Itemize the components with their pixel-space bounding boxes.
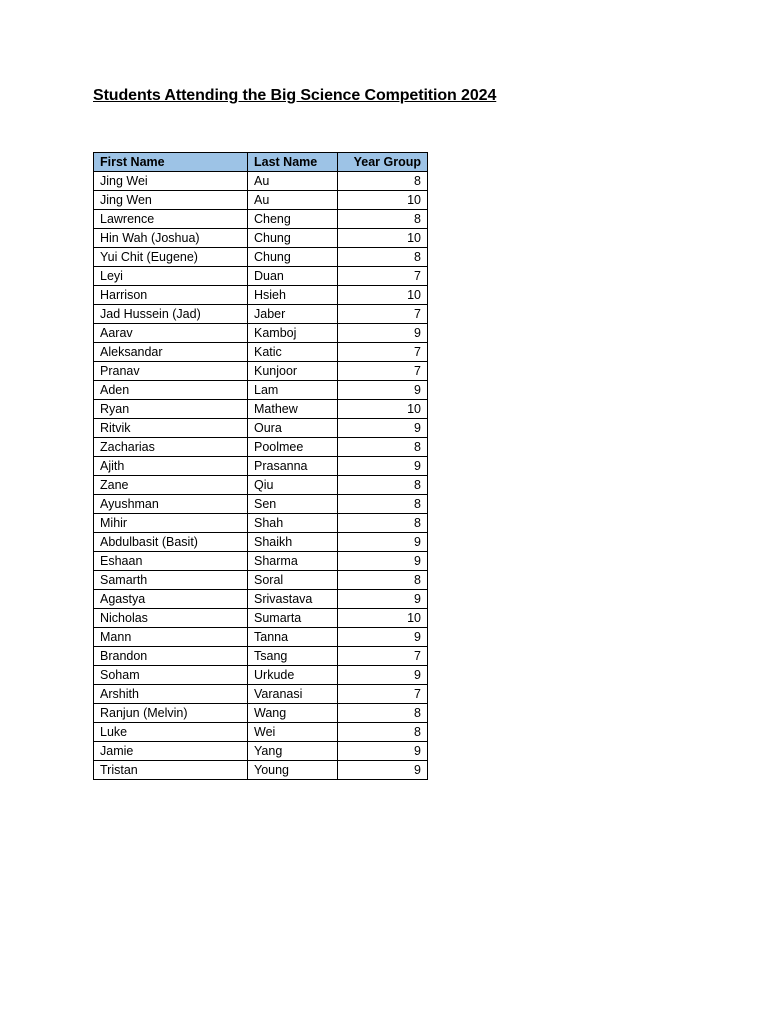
table-row	[94, 571, 428, 590]
first-name-cell: Abdulbasit (Basit)	[94, 533, 248, 552]
first-name-cell: Lawrence	[94, 210, 248, 229]
first-name-cell: Soham	[94, 666, 248, 685]
year-group-cell: 10	[338, 609, 428, 628]
table-row	[94, 172, 428, 191]
last-name-cell: Au	[248, 172, 338, 191]
table-row	[94, 628, 428, 647]
first-name-cell: Samarth	[94, 571, 248, 590]
first-name-cell: Arshith	[94, 685, 248, 704]
year-group-cell: 9	[338, 381, 428, 400]
last-name-cell: Wei	[248, 723, 338, 742]
first-name-cell: Luke	[94, 723, 248, 742]
year-group-cell: 9	[338, 666, 428, 685]
last-name-cell: Mathew	[248, 400, 338, 419]
table-row	[94, 324, 428, 343]
year-group-cell: 8	[338, 571, 428, 590]
year-group-cell: 8	[338, 438, 428, 457]
last-name-cell: Shaikh	[248, 533, 338, 552]
table-row	[94, 381, 428, 400]
year-group-cell: 9	[338, 590, 428, 609]
first-name-cell: Ryan	[94, 400, 248, 419]
last-name-cell: Varanasi	[248, 685, 338, 704]
first-name-cell: Leyi	[94, 267, 248, 286]
last-name-cell: Qiu	[248, 476, 338, 495]
last-name-cell: Sharma	[248, 552, 338, 571]
table-row	[94, 723, 428, 742]
last-name-cell: Au	[248, 191, 338, 210]
last-name-cell: Srivastava	[248, 590, 338, 609]
first-name-cell: Zane	[94, 476, 248, 495]
last-name-cell: Tsang	[248, 647, 338, 666]
year-group-cell: 7	[338, 685, 428, 704]
first-name-cell: Jamie	[94, 742, 248, 761]
first-name-cell: Harrison	[94, 286, 248, 305]
year-group-cell: 9	[338, 742, 428, 761]
first-name-cell: Pranav	[94, 362, 248, 381]
first-name-cell: Ritvik	[94, 419, 248, 438]
first-name-cell: Aleksandar	[94, 343, 248, 362]
last-name-cell: Poolmee	[248, 438, 338, 457]
year-group-cell: 7	[338, 267, 428, 286]
header-year-group: Year Group	[338, 153, 428, 172]
table-row	[94, 742, 428, 761]
year-group-cell: 7	[338, 343, 428, 362]
year-group-cell: 8	[338, 210, 428, 229]
table-row	[94, 666, 428, 685]
first-name-cell: Jad Hussein (Jad)	[94, 305, 248, 324]
header-first-name: First Name	[94, 153, 248, 172]
year-group-cell: 10	[338, 400, 428, 419]
table-row	[94, 647, 428, 666]
last-name-cell: Sen	[248, 495, 338, 514]
first-name-cell: Hin Wah (Joshua)	[94, 229, 248, 248]
year-group-cell: 10	[338, 229, 428, 248]
table-row	[94, 609, 428, 628]
year-group-cell: 8	[338, 704, 428, 723]
year-group-cell: 7	[338, 647, 428, 666]
first-name-cell: Yui Chit (Eugene)	[94, 248, 248, 267]
header-last-name: Last Name	[248, 153, 338, 172]
table-row	[94, 248, 428, 267]
first-name-cell: Eshaan	[94, 552, 248, 571]
year-group-cell: 8	[338, 495, 428, 514]
table-row	[94, 495, 428, 514]
year-group-cell: 9	[338, 552, 428, 571]
year-group-cell: 9	[338, 533, 428, 552]
first-name-cell: Brandon	[94, 647, 248, 666]
last-name-cell: Cheng	[248, 210, 338, 229]
table-row	[94, 210, 428, 229]
table-row	[94, 305, 428, 324]
first-name-cell: Aarav	[94, 324, 248, 343]
year-group-cell: 9	[338, 324, 428, 343]
first-name-cell: Agastya	[94, 590, 248, 609]
table-header-row	[94, 153, 428, 172]
table-row	[94, 704, 428, 723]
last-name-cell: Soral	[248, 571, 338, 590]
table-row	[94, 685, 428, 704]
year-group-cell: 9	[338, 457, 428, 476]
last-name-cell: Hsieh	[248, 286, 338, 305]
last-name-cell: Chung	[248, 248, 338, 267]
last-name-cell: Jaber	[248, 305, 338, 324]
year-group-cell: 8	[338, 723, 428, 742]
table-body	[94, 172, 428, 780]
table-row	[94, 457, 428, 476]
last-name-cell: Sumarta	[248, 609, 338, 628]
last-name-cell: Oura	[248, 419, 338, 438]
year-group-cell: 8	[338, 172, 428, 191]
table-row	[94, 343, 428, 362]
first-name-cell: Ayushman	[94, 495, 248, 514]
last-name-cell: Tanna	[248, 628, 338, 647]
last-name-cell: Yang	[248, 742, 338, 761]
first-name-cell: Ranjun (Melvin)	[94, 704, 248, 723]
year-group-cell: 10	[338, 191, 428, 210]
table-row	[94, 476, 428, 495]
table-row	[94, 286, 428, 305]
last-name-cell: Lam	[248, 381, 338, 400]
table-row	[94, 438, 428, 457]
last-name-cell: Urkude	[248, 666, 338, 685]
table-row	[94, 590, 428, 609]
year-group-cell: 8	[338, 248, 428, 267]
first-name-cell: Zacharias	[94, 438, 248, 457]
first-name-cell: Aden	[94, 381, 248, 400]
table-row	[94, 419, 428, 438]
table-row	[94, 267, 428, 286]
year-group-cell: 9	[338, 419, 428, 438]
first-name-cell: Mann	[94, 628, 248, 647]
year-group-cell: 9	[338, 628, 428, 647]
last-name-cell: Chung	[248, 229, 338, 248]
last-name-cell: Kamboj	[248, 324, 338, 343]
first-name-cell: Nicholas	[94, 609, 248, 628]
table-row	[94, 514, 428, 533]
page-title: Students Attending the Big Science Competition 2024	[93, 87, 497, 104]
table-row	[94, 761, 428, 780]
last-name-cell: Kunjoor	[248, 362, 338, 381]
table-row	[94, 191, 428, 210]
first-name-cell: Mihir	[94, 514, 248, 533]
last-name-cell: Wang	[248, 704, 338, 723]
table-row	[94, 552, 428, 571]
table-row	[94, 533, 428, 552]
year-group-cell: 8	[338, 476, 428, 495]
last-name-cell: Duan	[248, 267, 338, 286]
first-name-cell: Tristan	[94, 761, 248, 780]
year-group-cell: 9	[338, 761, 428, 780]
student-table	[93, 152, 428, 780]
year-group-cell: 8	[338, 514, 428, 533]
table-row	[94, 229, 428, 248]
last-name-cell: Shah	[248, 514, 338, 533]
table-row	[94, 362, 428, 381]
year-group-cell: 7	[338, 305, 428, 324]
last-name-cell: Katic	[248, 343, 338, 362]
first-name-cell: Jing Wen	[94, 191, 248, 210]
last-name-cell: Prasanna	[248, 457, 338, 476]
first-name-cell: Jing Wei	[94, 172, 248, 191]
year-group-cell: 10	[338, 286, 428, 305]
last-name-cell: Young	[248, 761, 338, 780]
table-row	[94, 400, 428, 419]
year-group-cell: 7	[338, 362, 428, 381]
first-name-cell: Ajith	[94, 457, 248, 476]
